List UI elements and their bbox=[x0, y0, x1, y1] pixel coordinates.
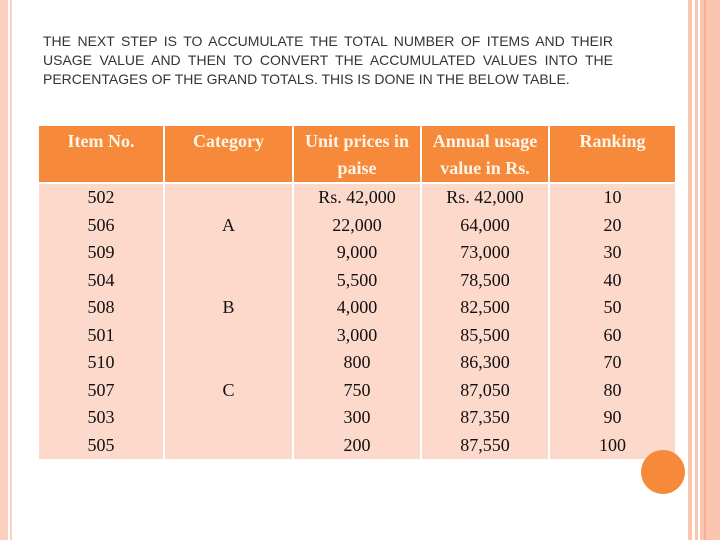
cell-annual-usage: 85,500 bbox=[422, 322, 548, 350]
cell-ranking: 20 bbox=[550, 212, 675, 240]
header-item-no: Item No. bbox=[39, 126, 163, 182]
cell-ranking: 10 bbox=[550, 182, 675, 212]
cell-ranking: 100 bbox=[550, 432, 675, 460]
cell-ranking: 50 bbox=[550, 294, 675, 322]
cell-annual-usage: 86,300 bbox=[422, 349, 548, 377]
cell-ranking: 30 bbox=[550, 239, 675, 267]
cell-category bbox=[165, 182, 292, 212]
right-decor-line bbox=[704, 0, 706, 540]
cell-ranking: 40 bbox=[550, 267, 675, 295]
cell-item-no: 505 bbox=[39, 432, 163, 460]
cell-ranking: 80 bbox=[550, 377, 675, 405]
table-row bbox=[39, 182, 675, 212]
cell-category bbox=[165, 432, 292, 460]
table-row bbox=[39, 212, 675, 240]
cell-item-no: 506 bbox=[39, 212, 163, 240]
table-row bbox=[39, 322, 675, 350]
cell-unit-price: 300 bbox=[294, 404, 420, 432]
cell-annual-usage: 64,000 bbox=[422, 212, 548, 240]
cell-category: C bbox=[165, 377, 292, 405]
cell-item-no: 502 bbox=[39, 182, 163, 212]
cell-item-no: 509 bbox=[39, 239, 163, 267]
decor-circle bbox=[641, 450, 685, 494]
table-row bbox=[39, 349, 675, 377]
cell-item-no: 501 bbox=[39, 322, 163, 350]
cell-category bbox=[165, 322, 292, 350]
cell-unit-price: 200 bbox=[294, 432, 420, 460]
cell-annual-usage: 87,050 bbox=[422, 377, 548, 405]
cell-category bbox=[165, 267, 292, 295]
cell-annual-usage: 82,500 bbox=[422, 294, 548, 322]
table-row bbox=[39, 432, 675, 460]
cell-ranking: 90 bbox=[550, 404, 675, 432]
intro-text: THE NEXT STEP IS TO ACCUMULATE THE TOTAL NUMBER OF ITEMS AND THEIR USAGE VALUE AND THEN TO CONVERT THE ACCUMULATED VALUES INTO THE PERCENTAGES OF THE GRAND TOTALS. THIS IS DONE IN THE BELOW TABLE. bbox=[43, 33, 613, 87]
header-ranking: Ranking bbox=[550, 126, 675, 182]
right-decor-band bbox=[700, 0, 720, 540]
cell-unit-price: 9,000 bbox=[294, 239, 420, 267]
right-decor-stripe bbox=[688, 0, 692, 540]
cell-category bbox=[165, 404, 292, 432]
cell-unit-price: 22,000 bbox=[294, 212, 420, 240]
left-decor-stripe bbox=[0, 0, 8, 540]
cell-category bbox=[165, 239, 292, 267]
header-row bbox=[39, 126, 675, 182]
cell-category: A bbox=[165, 212, 292, 240]
header-unit-price: Unit prices in paise bbox=[294, 126, 420, 182]
cell-unit-price: Rs. 42,000 bbox=[294, 182, 420, 212]
cell-item-no: 507 bbox=[39, 377, 163, 405]
cell-ranking: 70 bbox=[550, 349, 675, 377]
cell-annual-usage: 87,350 bbox=[422, 404, 548, 432]
cell-annual-usage: 87,550 bbox=[422, 432, 548, 460]
cell-item-no: 503 bbox=[39, 404, 163, 432]
cell-unit-price: 750 bbox=[294, 377, 420, 405]
cell-item-no: 504 bbox=[39, 267, 163, 295]
cell-ranking: 60 bbox=[550, 322, 675, 350]
header-category: Category bbox=[165, 126, 292, 182]
cell-unit-price: 5,500 bbox=[294, 267, 420, 295]
table-row bbox=[39, 267, 675, 295]
cell-annual-usage: Rs. 42,000 bbox=[422, 182, 548, 212]
table-row bbox=[39, 404, 675, 432]
left-decor-line bbox=[10, 0, 12, 540]
cell-unit-price: 3,000 bbox=[294, 322, 420, 350]
cell-annual-usage: 73,000 bbox=[422, 239, 548, 267]
cell-category bbox=[165, 349, 292, 377]
cell-category: B bbox=[165, 294, 292, 322]
cell-annual-usage: 78,500 bbox=[422, 267, 548, 295]
table-row bbox=[39, 377, 675, 405]
cell-unit-price: 800 bbox=[294, 349, 420, 377]
table-row bbox=[39, 294, 675, 322]
header-annual-usage: Annual usage value in Rs. bbox=[422, 126, 548, 182]
cell-item-no: 508 bbox=[39, 294, 163, 322]
table-row bbox=[39, 239, 675, 267]
right-decor-stripe bbox=[695, 0, 698, 540]
cell-unit-price: 4,000 bbox=[294, 294, 420, 322]
abc-ranking-table bbox=[37, 126, 677, 459]
cell-item-no: 510 bbox=[39, 349, 163, 377]
